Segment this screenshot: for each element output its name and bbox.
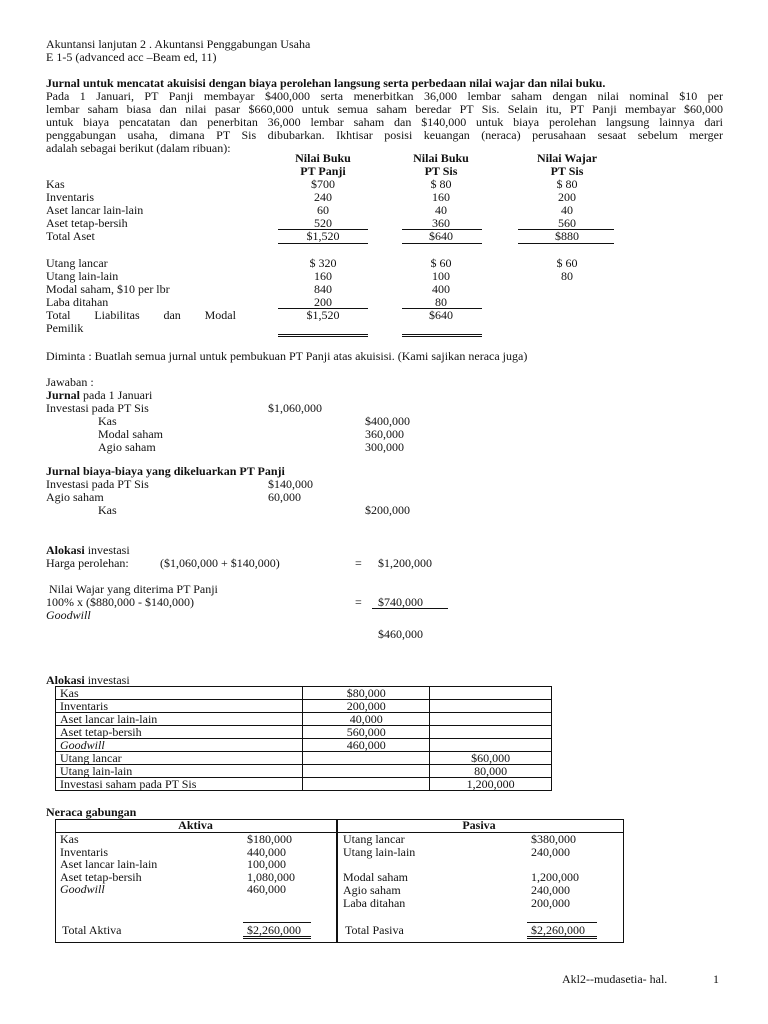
journal-credit: 360,000 (365, 427, 404, 441)
value-sis-fair: 560 (558, 216, 576, 230)
underline (518, 243, 614, 244)
total-double-underline (527, 936, 597, 939)
total-liab-label-2: Pemilik (46, 321, 84, 335)
value-sis-fair: 200 (558, 190, 576, 204)
intro-line: Pada 1 Januari, PT Panji membayar $400,000 serta menerbitkan 36,000 lembar saham dengan nilai nominal $10 per (46, 89, 723, 103)
neraca-title: Neraca gabungan (46, 805, 137, 819)
exercise-ref: E 1-5 (advanced acc –Beam ed, 11) (46, 50, 217, 64)
value-sis-fair: $880 (555, 229, 579, 243)
value-panji: 520 (314, 216, 332, 230)
jurnal1-title: Jurnal pada 1 Januari (46, 388, 153, 402)
alloc-account: Utang lain-lain (56, 765, 303, 778)
row-label: Inventaris (46, 190, 94, 204)
alloc-account: Goodwill (56, 739, 303, 752)
row-label: Laba ditahan (46, 295, 109, 309)
diminta-text: Diminta : Buatlah semua jurnal untuk pembukuan PT Panji atas akuisisi. (Kami sajikan neraca juga) (46, 349, 528, 363)
alloc-row (56, 752, 552, 765)
col-header-sub: PT Sis (424, 164, 458, 178)
aktiva-value: 460,000 (247, 882, 286, 896)
alloc-debit: 200,000 (303, 700, 430, 713)
journal-debit: $1,060,000 (268, 401, 322, 415)
col-header: Nilai Buku (295, 151, 351, 165)
value-sis-fair: 40 (561, 203, 573, 217)
equals-sign-2: = (355, 595, 362, 609)
value-sis-book: 40 (435, 203, 447, 217)
intro-line: untuk biaya pencatatan dan penerbitan 36,000 lembar saham dan $140,000 untuk biaya perolehan langsung lainnya dari (46, 115, 723, 129)
total-value-panji: $1,520 (306, 308, 340, 322)
journal-account: Kas (98, 414, 117, 428)
value-sis-book: 400 (432, 282, 450, 296)
alloc-credit (430, 713, 552, 726)
journal-credit: $200,000 (365, 503, 410, 517)
underline (518, 229, 614, 230)
goodwill-value: $460,000 (378, 627, 423, 641)
goodwill-label: Goodwill (46, 608, 91, 622)
journal-credit: 300,000 (365, 440, 404, 454)
value-sis-fair: 80 (561, 269, 573, 283)
jawaban-label: Jawaban : (46, 375, 94, 389)
alloc-credit: 1,200,000 (430, 778, 552, 791)
total-liab-word: Modal (204, 308, 236, 322)
value-sis-book: $ 60 (430, 256, 452, 270)
total-liab-word: Total (46, 308, 71, 322)
pasiva-label: Agio saham (343, 883, 401, 897)
value-panji: 60 (317, 203, 329, 217)
total-double-underline (243, 936, 311, 939)
aktiva-label: Aset tetap-bersih (60, 869, 142, 884)
pasiva-value: 240,000 (531, 845, 570, 859)
value-panji: $700 (311, 177, 335, 191)
pasiva-header: Pasiva (462, 818, 496, 832)
alloc-credit: $60,000 (430, 752, 552, 765)
alloc-debit (303, 765, 430, 778)
underline (278, 243, 368, 244)
row-label: Kas (46, 177, 65, 191)
total-value-sis: $640 (429, 308, 453, 322)
aktiva-label: Kas (60, 832, 79, 846)
pasiva-value: 1,200,000 (531, 870, 579, 884)
alloc-account: Kas (56, 687, 303, 700)
alloc-row (56, 778, 552, 791)
total-liab-word: dan (163, 308, 181, 322)
intro-line: penggabungan usaha, dimana PT Sis dibubarkan. Ikhtisar posisi keuangan (neraca) perusahaan sesaat sebelum merger (46, 128, 723, 142)
alloc-row (56, 726, 552, 739)
alloc-account: Inventaris (56, 700, 303, 713)
journal-account: Agio saham (46, 490, 104, 504)
alloc-row (56, 739, 552, 752)
pasiva-label: Modal saham (343, 870, 408, 884)
value-panji: 840 (314, 282, 332, 296)
value-sis-fair: $ 80 (556, 177, 578, 191)
journal-account: Investasi pada PT Sis (46, 401, 149, 415)
col-header-sub: PT Sis (550, 164, 584, 178)
journal-account: Investasi pada PT Sis (46, 477, 149, 491)
journal-account: Kas (98, 503, 117, 517)
alloc-debit (303, 752, 430, 765)
journal-account: Modal saham (98, 427, 163, 441)
equals-sign-1: = (355, 556, 362, 570)
alloc-debit (303, 778, 430, 791)
pasiva-label: Utang lancar (343, 832, 405, 846)
alloc-account: Aset lancar lain-lain (56, 713, 303, 726)
aktiva-label: Goodwill (60, 882, 105, 896)
total-aktiva-label: Total Aktiva (62, 923, 122, 937)
journal-credit: $400,000 (365, 414, 410, 428)
alloc-credit: 80,000 (430, 765, 552, 778)
journal-account: Agio saham (98, 440, 156, 454)
journal-debit: 60,000 (268, 490, 301, 504)
value-panji: 200 (314, 295, 332, 309)
intro-heading: Jurnal untuk mencatat akuisisi dengan biaya perolehan langsung serta perbedaan nilai wajar dan nilai buku. (46, 76, 606, 90)
subtotal-underline (372, 608, 448, 609)
col-header: Nilai Wajar (536, 151, 598, 165)
total-pasiva-value: $2,260,000 (531, 923, 585, 937)
total-pasiva-label: Total Pasiva (345, 923, 404, 937)
allocation-table (55, 686, 552, 791)
underline (402, 243, 482, 244)
footer-text: Akl2--mudasetia- hal. (562, 972, 668, 986)
intro-line: adalah sebagai berikut (dalam ribuan): (46, 141, 231, 155)
aktiva-value: 100,000 (247, 857, 286, 871)
aktiva-label: Inventaris (60, 844, 108, 859)
alloc-debit: 40,000 (303, 713, 430, 726)
aktiva-value: 1,080,000 (247, 869, 295, 884)
alloc-debit: 460,000 (303, 739, 430, 752)
row-label: Aset lancar lain-lain (46, 203, 144, 217)
aktiva-header: Aktiva (178, 818, 213, 832)
value-panji: 240 (314, 190, 332, 204)
value-sis-book: 80 (435, 295, 447, 309)
underline (402, 229, 482, 230)
double-underline (402, 334, 482, 337)
row-label: Utang lancar (46, 256, 108, 270)
doc-title: Akuntansi lanjutan 2 . Akuntansi Penggabungan Usaha (46, 37, 311, 51)
pasiva-label: Utang lain-lain (343, 845, 416, 859)
alloc-account: Utang lancar (56, 752, 303, 765)
intro-line: lembar saham biasa dan nilai pasar $660,000 untuk semua saham beredar PT Sis. Selain itu, PT Panji membayar $60,000 (46, 102, 723, 116)
alloc-account: Aset tetap-bersih (56, 726, 303, 739)
alloc-row (56, 765, 552, 778)
alloc-credit (430, 739, 552, 752)
alloc-debit: $80,000 (303, 687, 430, 700)
alloc-account: Investasi saham pada PT Sis (56, 778, 303, 791)
pasiva-value: 240,000 (531, 883, 570, 897)
value-sis-book: 100 (432, 269, 450, 283)
value-panji: $1,520 (306, 229, 340, 243)
alloc-row (56, 700, 552, 713)
col-header-sub: PT Panji (300, 164, 346, 178)
alloc-row (56, 687, 552, 700)
value-sis-book: $ 80 (430, 177, 452, 191)
total-underline (527, 922, 597, 923)
nilai-wajar-value: $740,000 (378, 595, 423, 609)
alloc-credit (430, 687, 552, 700)
aktiva-value: 440,000 (247, 844, 286, 859)
aktiva-label: Aset lancar lain-lain (60, 857, 158, 871)
total-underline (243, 922, 311, 923)
alloc-credit (430, 700, 552, 713)
value-panji: 160 (314, 269, 332, 283)
nilai-wajar-label: Nilai Wajar yang diterima PT Panji (49, 582, 218, 596)
pasiva-value: 200,000 (531, 896, 570, 910)
value-panji: $ 320 (309, 256, 337, 270)
pasiva-value: $380,000 (531, 832, 576, 846)
harga-perolehan-value: $1,200,000 (378, 556, 432, 570)
col-header: Nilai Buku (413, 151, 469, 165)
journal-debit: $140,000 (268, 477, 313, 491)
value-sis-book: 160 (432, 190, 450, 204)
value-sis-fair: $ 60 (556, 256, 578, 270)
value-sis-book: $640 (429, 229, 453, 243)
alokasi2-title: Alokasi investasi (46, 673, 130, 687)
harga-perolehan-label: Harga perolehan: (46, 556, 129, 570)
alokasi1-title: Alokasi investasi (46, 543, 130, 557)
row-label: Utang lain-lain (46, 269, 119, 283)
double-underline (278, 334, 368, 337)
alloc-debit: 560,000 (303, 726, 430, 739)
aktiva-value: $180,000 (247, 832, 292, 846)
jurnal2-title: Jurnal biaya-biaya yang dikeluarkan PT Panji (46, 464, 285, 478)
alloc-row (56, 713, 552, 726)
row-label: Total Aset (46, 229, 95, 243)
alloc-credit (430, 726, 552, 739)
page-number: 1 (713, 972, 719, 986)
nilai-wajar-calc: 100% x ($880,000 - $140,000) (46, 595, 194, 609)
row-label: Aset tetap-bersih (46, 216, 128, 230)
value-sis-book: 360 (432, 216, 450, 230)
row-label: Modal saham, $10 per lbr (46, 282, 170, 296)
underline (278, 229, 368, 230)
harga-perolehan-calc: ($1,060,000 + $140,000) (160, 556, 280, 570)
pasiva-label: Laba ditahan (343, 896, 406, 910)
total-aktiva-value: $2,260,000 (247, 923, 301, 937)
total-liab-word: Liabilitas (94, 308, 140, 322)
